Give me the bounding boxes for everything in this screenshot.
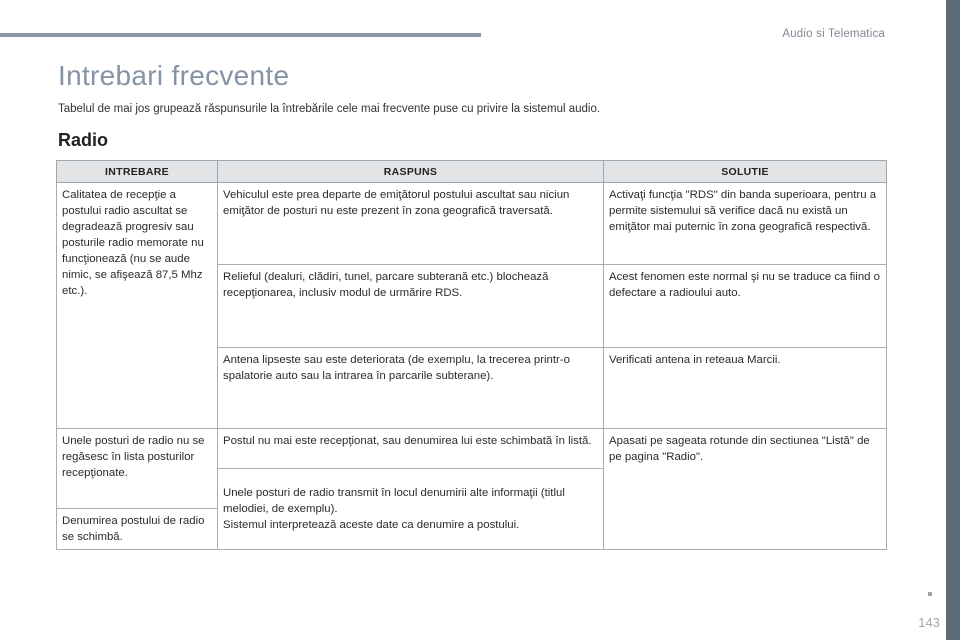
column-header-question: INTREBARE <box>57 161 218 183</box>
column-header-solution: SOLUTIE <box>604 161 887 183</box>
table-row <box>57 429 887 469</box>
question-cell: Denumirea postului de radio se schimbă. <box>57 509 218 550</box>
question-cell: Calitatea de recepţie a postului radio ascultat se degradează progresiv sau posturile radio memorate nu funcţionează (nu se aude nimic, se afişează 87,5 Mhz etc.). <box>57 183 218 429</box>
section-title: Radio <box>58 130 109 150</box>
question-cell: Unele posturi de radio nu se regăsesc în lista posturilor recepţionate. <box>57 429 218 509</box>
top-accent-bar <box>0 33 481 37</box>
solution-cell: Verificati antena in reteaua Marcii. <box>604 348 887 429</box>
right-edge-strip <box>946 0 960 640</box>
answer-cell: Vehiculul este prea departe de emiţătorul postului ascultat sau niciun emiţător de posturi nu este prezent în zona geografică traversată. <box>218 183 604 265</box>
table-row <box>57 183 887 265</box>
table-header-row <box>57 161 887 183</box>
page-number: 143 <box>918 615 940 630</box>
solution-cell: Apasati pe sageata rotunde din sectiunea "Listă" de pe pagina "Radio". <box>604 429 887 550</box>
answer-cell: Postul nu mai este recepţionat, sau denumirea lui este schimbată în listă. <box>218 429 604 469</box>
intro-text: Tabelul de mai jos grupează răspunsurile la întrebările cele mai frecvente puse cu privire la sistemul audio. <box>58 103 601 115</box>
header-section-label: Audio si Telematica <box>782 28 885 40</box>
page-title: Intrebari frecvente <box>58 60 290 91</box>
column-header-answer: RASPUNS <box>218 161 604 183</box>
faq-table <box>56 160 887 550</box>
solution-cell: Acest fenomen este normal şi nu se traduce ca fiind o defectare a radioului auto. <box>604 265 887 348</box>
answer-cell: Relieful (dealuri, clădiri, tunel, parcare subterană etc.) blochează recepţionarea, inclusiv modul de urmărire RDS. <box>218 265 604 348</box>
solution-cell: Activaţi funcţia "RDS" din banda superioara, pentru a permite sistemului să verifice dacă nu există un emiţător mai puternic în zona geografică respectivă. <box>604 183 887 265</box>
answer-cell: Antena lipseste sau este deteriorata (de exemplu, la trecerea printr-o spalatorie auto sau la intrarea în parcarile subterane). <box>218 348 604 429</box>
footer-dot <box>928 592 932 596</box>
answer-cell: Unele posturi de radio transmit în locul denumirii alte informaţii (titlul melodiei, de exemplu). Sistemul interpretează aceste date ca denumire a postului. <box>218 469 604 550</box>
